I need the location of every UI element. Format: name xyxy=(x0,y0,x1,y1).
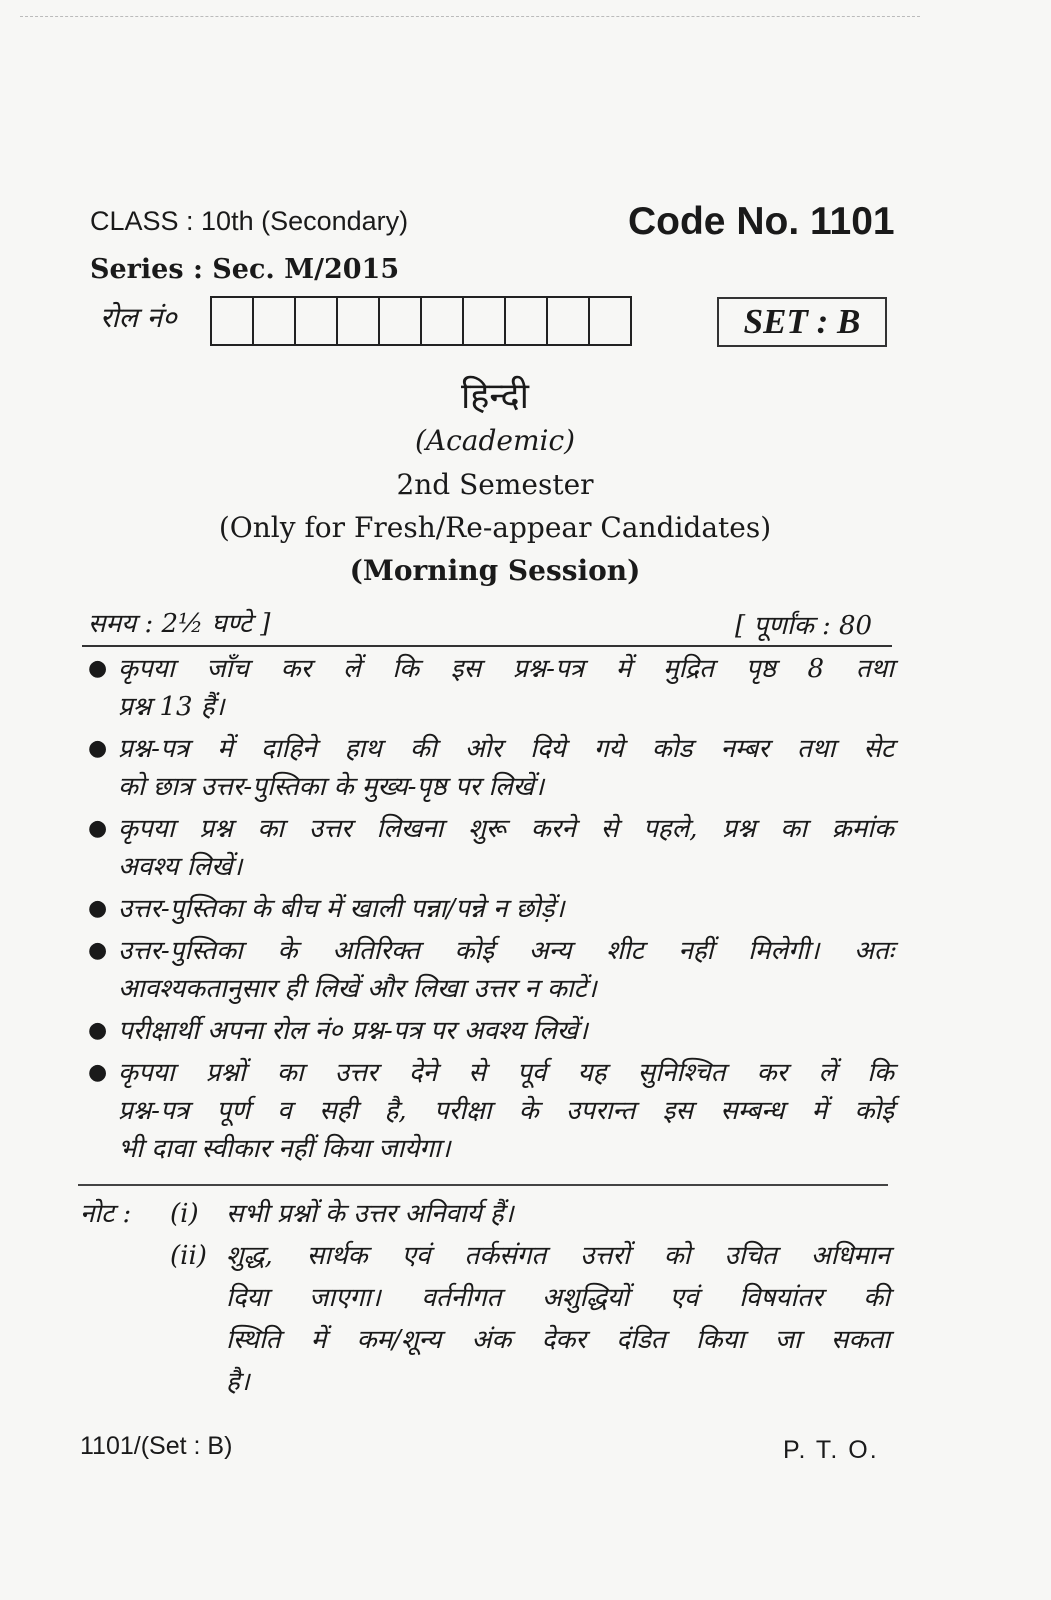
series-label: Series : Sec. M/2015 xyxy=(90,254,400,285)
instruction-text xyxy=(118,1054,894,1168)
roll-digit-box[interactable] xyxy=(254,298,296,344)
roll-digit-box[interactable] xyxy=(548,298,590,344)
note-line: स्थिति में कम/शून्य अंक देकर दंडित किया जा सकता xyxy=(226,1325,890,1355)
instruction-line: प्रश्न-पत्र पूर्ण व सही है, परीक्षा के उपरान्त इस सम्बन्ध में कोई xyxy=(118,1096,894,1126)
bullet-icon: ● xyxy=(88,1018,108,1043)
bullet-icon: ● xyxy=(88,938,108,963)
bullet-icon: ● xyxy=(88,656,108,681)
instruction-item xyxy=(82,1012,894,1050)
notes-section xyxy=(80,1193,890,1403)
instruction-item xyxy=(82,1054,894,1168)
session-label: (Morning Session) xyxy=(349,554,641,587)
instruction-item xyxy=(82,890,894,928)
time-allowed: समय : 2½ घण्टे ] xyxy=(88,609,271,639)
note-line: है। xyxy=(226,1367,250,1397)
instruction-text xyxy=(118,1012,894,1050)
instruction-item xyxy=(82,810,894,886)
bullet-icon: ● xyxy=(88,1060,108,1085)
divider xyxy=(82,645,892,647)
academic-label: (Academic) xyxy=(414,424,576,457)
instruction-line: उत्तर-पुस्तिका के अतिरिक्त कोई अन्य शीट नहीं मिलेगी। अतः xyxy=(118,936,894,966)
roll-number-label: रोल नं० xyxy=(100,301,177,334)
note-item xyxy=(80,1193,890,1235)
bullet-icon: ● xyxy=(88,816,108,841)
note-number: (ii) xyxy=(170,1241,207,1271)
instruction-line: अवश्य लिखें। xyxy=(118,852,243,882)
instruction-text xyxy=(118,810,894,886)
roll-digit-box[interactable] xyxy=(338,298,380,344)
note-line: शुद्ध, सार्थक एवं तर्कसंगत उत्तरों को उचित अधिमान xyxy=(226,1241,890,1271)
note-label xyxy=(80,1235,170,1403)
instruction-text xyxy=(118,730,894,806)
subject-title: हिन्दी xyxy=(460,376,529,417)
roll-digit-box[interactable] xyxy=(380,298,422,344)
instruction-item xyxy=(82,730,894,806)
instruction-line: आवश्यकतानुसार ही लिखें और लिखा उत्तर न काटें। xyxy=(118,974,597,1004)
note-item xyxy=(80,1235,890,1403)
roll-digit-box[interactable] xyxy=(422,298,464,344)
note-number: (i) xyxy=(170,1199,199,1229)
bullet-icon: ● xyxy=(88,896,108,921)
set-badge: SET : B xyxy=(717,297,887,347)
instruction-text xyxy=(118,650,894,726)
instruction-text xyxy=(118,890,894,928)
instruction-line: भी दावा स्वीकार नहीं किया जायेगा। xyxy=(118,1134,451,1164)
pto-label: P. T. O. xyxy=(783,1436,879,1464)
candidates-label: (Only for Fresh/Re-appear Candidates) xyxy=(218,511,772,544)
instruction-line: कृपया प्रश्न का उत्तर लिखना शुरू करने से पहले, प्रश्न का क्रमांक xyxy=(118,814,894,844)
roll-digit-box[interactable] xyxy=(296,298,338,344)
note-line: सभी प्रश्नों के उत्तर अनिवार्य हैं। xyxy=(226,1199,514,1229)
bullet-icon: ● xyxy=(88,736,108,761)
instruction-line: उत्तर-पुस्तिका के बीच में खाली पन्ना/पन्ने न छोड़ें। xyxy=(118,894,565,924)
class-label: CLASS : 10th (Secondary) xyxy=(90,206,409,236)
roll-digit-box[interactable] xyxy=(464,298,506,344)
instruction-line: परीक्षार्थी अपना रोल नं० प्रश्न-पत्र पर अवश्य लिखें। xyxy=(118,1016,588,1046)
instruction-item xyxy=(82,932,894,1008)
instruction-line: प्रश्न-पत्र में दाहिने हाथ की ओर दिये गये कोड नम्बर तथा सेट xyxy=(118,734,894,764)
roll-number-boxes[interactable] xyxy=(210,296,632,346)
roll-digit-box[interactable] xyxy=(506,298,548,344)
instruction-line: को छात्र उत्तर-पुस्तिका के मुख्य-पृष्ठ पर लिखें। xyxy=(118,772,544,802)
roll-digit-box[interactable] xyxy=(590,298,630,344)
instructions-list xyxy=(82,650,894,1172)
instruction-line: कृपया प्रश्नों का उत्तर देने से पूर्व यह सुनिश्चित कर लें कि xyxy=(118,1058,894,1088)
code-number: Code No. 1101 xyxy=(628,200,895,243)
instruction-item xyxy=(82,650,894,726)
note-label: नोट : xyxy=(80,1199,132,1229)
instruction-line: प्रश्न 13 हैं। xyxy=(118,692,225,722)
max-marks: [ पूर्णांक : 80 xyxy=(735,611,873,641)
semester-label: 2nd Semester xyxy=(396,468,594,501)
note-line: दिया जाएगा। वर्तनीगत अशुद्धियों एवं विषयांतर की xyxy=(226,1283,890,1313)
footer-code: 1101/(Set : B) xyxy=(80,1432,233,1460)
divider xyxy=(78,1184,888,1186)
instruction-text xyxy=(118,932,894,1008)
scan-edge-line xyxy=(20,16,920,17)
roll-digit-box[interactable] xyxy=(212,298,254,344)
instruction-line: कृपया जाँच कर लें कि इस प्रश्न-पत्र में मुद्रित पृष्ठ 8 तथा xyxy=(118,654,894,684)
